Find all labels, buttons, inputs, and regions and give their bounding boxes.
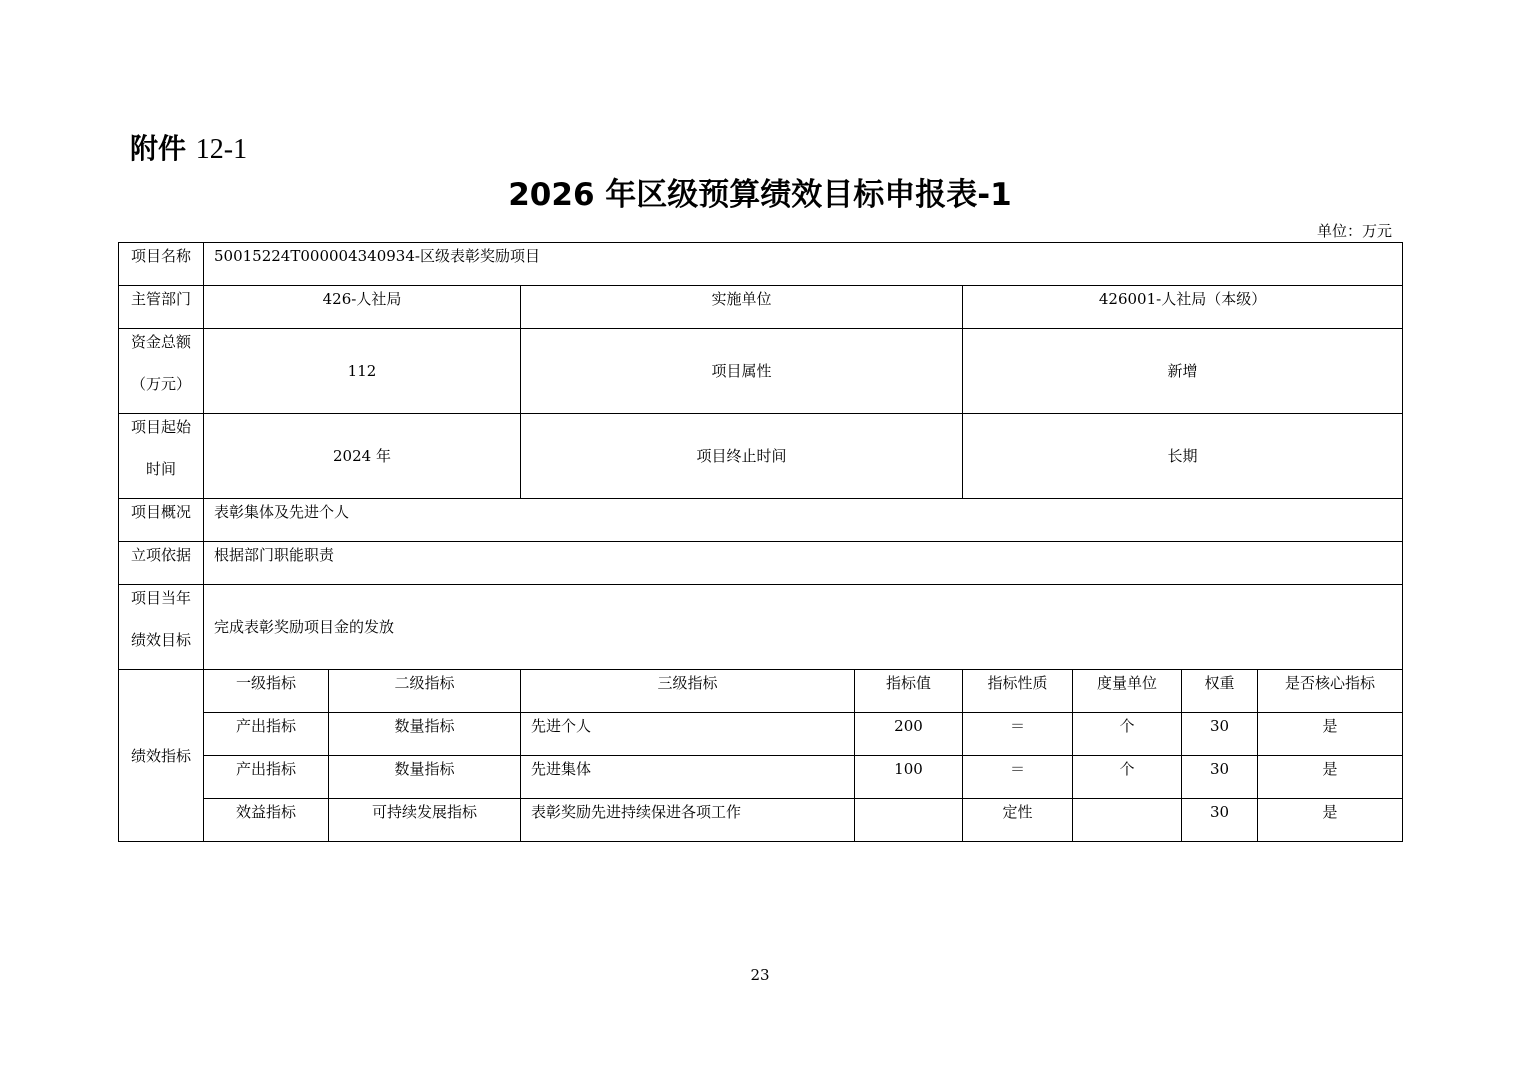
fund-total-value: 112 xyxy=(204,329,521,414)
indicator-unit: 个 xyxy=(1073,756,1182,799)
indicator-weight: 30 xyxy=(1182,713,1258,756)
header-core: 是否核心指标 xyxy=(1258,670,1403,713)
header-nature: 指标性质 xyxy=(963,670,1073,713)
annex-number: 12-1 xyxy=(195,134,248,165)
indicator-row xyxy=(119,799,1403,842)
header-weight: 权重 xyxy=(1182,670,1258,713)
department-value: 426-人社局 xyxy=(204,286,521,329)
indicator-level2: 可持续发展指标 xyxy=(329,799,521,842)
basis-label: 立项依据 xyxy=(119,542,204,585)
page-title: 2026 年区级预算绩效目标申报表-1 xyxy=(508,177,1012,213)
header-value: 指标值 xyxy=(855,670,963,713)
indicator-row xyxy=(119,713,1403,756)
project-name-value: 50015224T000004340934-区级表彰奖励项目 xyxy=(204,243,1403,286)
basis-value: 根据部门职能职责 xyxy=(204,542,1403,585)
header-level1: 一级指标 xyxy=(204,670,329,713)
implementing-unit-value: 426001-人社局（本级） xyxy=(963,286,1403,329)
indicator-row xyxy=(119,756,1403,799)
indicator-value: 100 xyxy=(855,756,963,799)
implementing-unit-label: 实施单位 xyxy=(521,286,963,329)
row-overview xyxy=(119,499,1403,542)
row-period xyxy=(119,414,1403,499)
project-attribute-value: 新增 xyxy=(963,329,1403,414)
indicator-level2: 数量指标 xyxy=(329,756,521,799)
row-department xyxy=(119,286,1403,329)
annual-goal-label-line2: 绩效目标 xyxy=(130,631,191,649)
header-level2: 二级指标 xyxy=(329,670,521,713)
start-time-label xyxy=(119,414,204,499)
indicator-value xyxy=(855,799,963,842)
header-unit: 度量单位 xyxy=(1073,670,1182,713)
end-time-label: 项目终止时间 xyxy=(521,414,963,499)
indicator-nature: ＝ xyxy=(963,713,1073,756)
indicator-level3: 表彰奖励先进持续保进各项工作 xyxy=(521,799,855,842)
fund-total-label-line2: （万元） xyxy=(130,375,191,393)
indicator-level1: 产出指标 xyxy=(204,756,329,799)
annual-goal-value: 完成表彰奖励项目金的发放 xyxy=(204,585,1403,670)
row-project-name xyxy=(119,243,1403,286)
department-label: 主管部门 xyxy=(119,286,204,329)
indicator-core: 是 xyxy=(1258,713,1403,756)
end-time-value: 长期 xyxy=(963,414,1403,499)
row-basis xyxy=(119,542,1403,585)
indicator-nature: ＝ xyxy=(963,756,1073,799)
fund-total-label-line1: 资金总额 xyxy=(130,333,191,351)
start-time-label-line2: 时间 xyxy=(145,460,176,478)
overview-label: 项目概况 xyxy=(119,499,204,542)
indicator-core: 是 xyxy=(1258,799,1403,842)
indicator-header-row xyxy=(119,670,1403,713)
annual-goal-label xyxy=(119,585,204,670)
indicators-section-label: 绩效指标 xyxy=(119,670,204,842)
indicator-level1: 产出指标 xyxy=(204,713,329,756)
annex-text: 附件 xyxy=(130,132,187,165)
indicator-unit: 个 xyxy=(1073,713,1182,756)
unit-label: 单位：万元 xyxy=(1316,222,1392,240)
start-time-value: 2024 年 xyxy=(204,414,521,499)
page-number: 23 xyxy=(750,966,770,984)
row-fund xyxy=(119,329,1403,414)
annex-label xyxy=(130,131,247,168)
fund-total-label xyxy=(119,329,204,414)
row-annual-goal xyxy=(119,585,1403,670)
performance-target-table xyxy=(118,242,1403,842)
indicator-nature: 定性 xyxy=(963,799,1073,842)
indicator-unit xyxy=(1073,799,1182,842)
indicator-weight: 30 xyxy=(1182,799,1258,842)
project-attribute-label: 项目属性 xyxy=(521,329,963,414)
project-name-label: 项目名称 xyxy=(119,243,204,286)
overview-value: 表彰集体及先进个人 xyxy=(204,499,1403,542)
header-level3: 三级指标 xyxy=(521,670,855,713)
annual-goal-label-line1: 项目当年 xyxy=(130,589,191,607)
indicator-level2: 数量指标 xyxy=(329,713,521,756)
indicator-value: 200 xyxy=(855,713,963,756)
indicator-level3: 先进集体 xyxy=(521,756,855,799)
start-time-label-line1: 项目起始 xyxy=(130,418,191,436)
indicator-weight: 30 xyxy=(1182,756,1258,799)
indicator-core: 是 xyxy=(1258,756,1403,799)
indicator-level1: 效益指标 xyxy=(204,799,329,842)
indicator-level3: 先进个人 xyxy=(521,713,855,756)
